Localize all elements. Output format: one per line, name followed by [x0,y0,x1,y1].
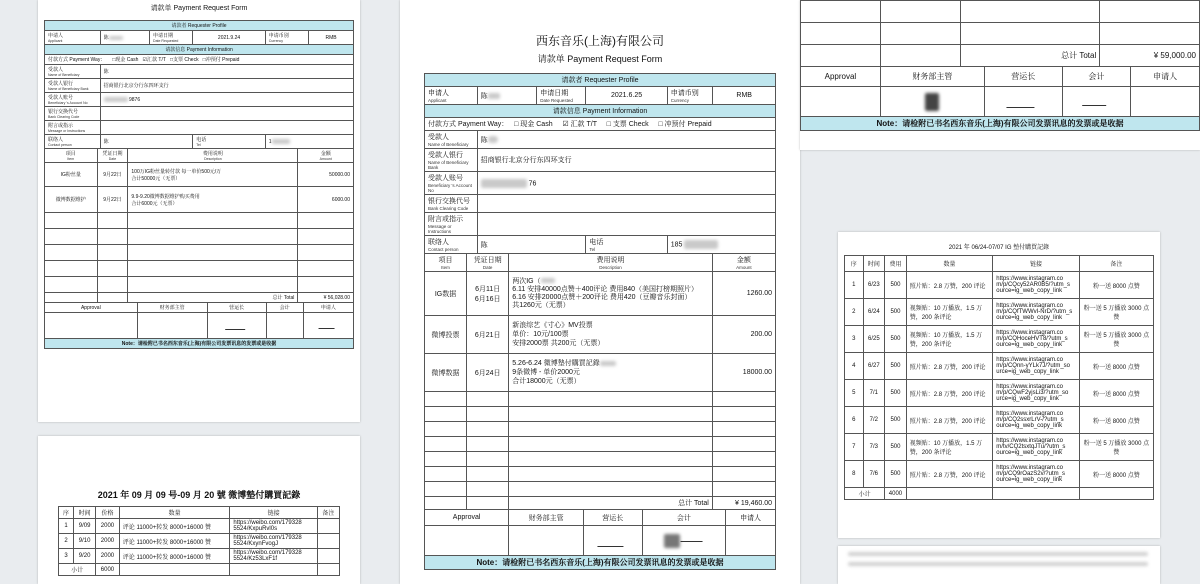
accounting-label: 会计 [1062,67,1131,87]
table-row [425,272,776,316]
row-note: 粉一送 8000 点赞 [1079,380,1153,407]
row-note: 粉一送 8000 点赞 [1079,353,1153,380]
contact-label: 联络人 [428,239,449,246]
table-row [845,407,1154,434]
row-date: 6月21日 [467,316,509,354]
row-fee: 500 [885,407,907,434]
clearing-label-en: Bank Clearing Code [428,206,469,211]
row-note: 粉一送 5 万播放 3000 点赞 [1079,434,1153,461]
note-bar: Note：请检附已书名西东音乐(上海)有限公司发票讯息的发票或是收据 [425,556,776,570]
bank-label: 受款人银行 [48,81,74,87]
approval-table [800,66,1200,131]
signature [1007,93,1040,108]
applicant-value: 陈 [480,92,488,100]
message-label-en: Message or Instructions [428,224,452,234]
subtotal-value: 6000 [96,564,120,576]
row-desc: 5.26-6.24 微博墊付購買記錄 [512,360,600,367]
clearing-label-en: Bank Clearing Code [48,115,80,119]
signature [1082,95,1110,106]
header-fee: 费用 [885,256,907,272]
account-value: 76 [528,179,537,187]
row-date: 9月22日 [97,187,128,213]
row-fee: 500 [885,326,907,353]
contact-label-en: Contact person [428,247,459,252]
tt-label: 汇款 T/T [147,57,166,63]
contact-value: 陈 [480,241,488,249]
record-title: 2021 年 06/24-07/07 IG 墊付購買記錄 [948,245,1050,251]
prepaid-label: 冲预付 Prepaid [664,121,712,128]
signature [597,532,628,547]
tt-label: 汇款 T/T [570,121,597,128]
currency-value: RMB [713,87,776,105]
table-row [59,549,340,564]
row-desc: 100万IG粉丝量转付款 每一单价500元/万 [131,168,222,175]
tel-value: 1 [268,138,272,145]
applicant-label: 申请人 [428,90,449,97]
total-value: ¥ 59,000.00 [1100,45,1200,67]
applicant-sign-label: 申请人 [1131,67,1200,87]
row-no: 2 [59,534,74,549]
applicant-value: 陈 [103,35,109,41]
row-link[interactable]: https://www.instagram.co m/p/CQfTWWvI-NrD/?utm_s ource=ig_web_copy_link [993,299,1080,326]
row-no: 5 [845,380,864,407]
row-no: 4 [845,353,864,380]
account-value: 9876 [129,96,141,103]
partial-document [838,546,1160,584]
col-item: 项目 [65,151,76,157]
signature [225,319,249,330]
row-link[interactable]: https://weibo.com/179328 [233,550,302,556]
table-row [425,316,776,354]
table-row [59,519,340,534]
row-link[interactable]: https://www.instagram.co m/tv/CQ2tsxtqJTu/?utm_s ource=ig_web_copy_link [993,434,1080,461]
checkbox-tt: ☑ [142,57,148,63]
checkbox-prepaid: □ [202,57,206,63]
col-item-en: Item [441,265,450,270]
row-link[interactable]: 5524/KxpuRvl0s [233,526,278,532]
tel-label: 电话 [196,137,207,143]
cash-label: 现金 Cash [115,57,139,63]
header-note: 备注 [317,507,339,519]
bank-label-en: Name of Beneficiary Bank [428,160,469,170]
row-link[interactable]: https://www.instagram.co m/p/CQ2ssxrLrV-/?utm_s ource=ig_web_copy_link [993,407,1080,434]
clearing-label: 银行交换代号 [48,109,79,115]
payment-way-label: 付款方式 Payment Way： [428,121,509,128]
bank-label: 受款人银行 [428,152,463,159]
header-link: 链接 [993,256,1080,272]
row-time: 6/24 [863,299,885,326]
row-desc: 合计6000元（无票） [131,200,178,207]
row-qty: 视频贴：10 万播放，1.5 万赞，200 条评论 [906,299,993,326]
manager-label: 营运长 [984,67,1062,87]
note-bar: Note：请检附已书名西东音乐(上海)有限公司发票讯息的发票或是收据 [45,339,354,349]
col-date-en: Date [108,157,117,161]
row-amount: 1260.00 [712,272,775,316]
row-note: 粉一送 8000 点赞 [1079,461,1153,488]
row-link[interactable]: https://www.instagram.co m/p/CQHoceHVT8/?utm_s ource=ig_web_copy_link [993,326,1080,353]
beneficiary-label: 受款人 [48,67,64,73]
row-item: 微博数据 [425,354,467,392]
date-requested-label-en: Date Requested [540,98,573,103]
approval-table [44,302,354,349]
row-fee: 500 [885,380,907,407]
header-no: 序 [845,256,864,272]
col-amount-en: Amount [736,265,752,270]
total-label: 总计 Total [509,497,713,510]
finance-label: 财务部主管 [509,510,584,526]
row-fee: 500 [885,299,907,326]
ig-record [838,232,1160,538]
header-price: 价格 [96,507,120,519]
row-amount: 200.00 [712,316,775,354]
row-price: 2000 [96,519,120,534]
tel-value: 185 [670,241,683,249]
beneficiary-value: 陈 [103,69,109,75]
row-qty: 视频贴：10 万播放，1.5 万赞，200 条评论 [906,434,993,461]
col-date: 凭证日期 [102,151,123,157]
date-requested-label-en: Date Requested [153,39,179,43]
row-time: 6/27 [863,353,885,380]
bank-label-en: Name of Beneficiary Bank [48,87,89,91]
header-time: 时间 [863,256,885,272]
row-no: 7 [845,434,864,461]
row-link[interactable]: https://www.instagram.co m/p/CQnn-yYLk7J/?utm_so urce=ig_web_copy_link [993,353,1080,380]
date-value: 2021.9.24 [193,31,266,45]
table-row [845,326,1154,353]
total-value: ¥ 56,028.00 [298,293,354,303]
row-link[interactable]: https://www.instagram.co m/p/CQcy52AR0B5/?utm_s ource=ig_web_copy_link [993,272,1080,299]
row-time: 6/25 [863,326,885,353]
tel-label: 电话 [589,239,604,246]
table-row [845,353,1154,380]
row-item: 微博数据维护 [45,187,98,213]
accounting-label: 会计 [642,510,726,526]
currency-value: RMB [309,31,354,45]
message-label-en: Message or Instructions [48,129,86,133]
row-item: 微博投票 [425,316,467,354]
weibo-record-sept [38,436,360,584]
table-row [45,163,354,187]
applicant-label-en: Applicant [48,39,63,43]
row-time: 9/20 [74,549,96,564]
col-desc: 费用说明 [596,257,625,264]
contact-value: 陈 [103,139,109,145]
row-desc: 9条微博 - 单价2000元 [512,369,580,376]
expense-table [424,253,776,510]
row-link[interactable]: https://weibo.com/179328 [233,520,302,526]
prepaid-label: 冲预付 Prepaid [205,57,240,63]
row-desc: 安排2000票 共200元（无票） [512,340,605,347]
col-item-en: Item [67,157,75,161]
col-amount: 金额 [736,257,751,264]
account-label-en: Beneficiary 's Account No [428,183,472,193]
checkbox-cash: □ [514,121,519,128]
beneficiary-label-en: Name of Beneficiary [48,73,80,77]
row-no: 6 [845,407,864,434]
approval-table [424,509,776,570]
col-desc-en: Description [204,157,222,161]
check-label: 支票 Check [173,57,199,63]
message-label: 附言或指示 [428,216,463,223]
col-amount: 金额 [320,151,331,157]
currency-label: 申请币别 [670,90,699,97]
checkbox-prepaid: □ [658,121,663,128]
row-link[interactable]: 5524/KxynFvogJ [233,541,279,547]
account-label: 受款人账号 [428,175,463,182]
row-qty: 照片贴：2.8 万赞，200 评论 [906,272,993,299]
ig-table [844,255,1154,500]
row-price: 2000 [96,534,120,549]
row-no: 2 [845,299,864,326]
table-row [845,380,1154,407]
row-qty: 评论 11000+转发 8000+16000 赞 [119,519,230,534]
applicant-sign-label: 申请人 [726,510,776,526]
row-date: 6月16日 [474,295,501,303]
applicant-sign-label: 申请人 [303,303,353,313]
requester-table [424,73,776,254]
bank-value: 招商银行北京分行东四环支行 [480,157,572,164]
date-value: 2021.6.25 [586,87,667,105]
requester-profile-header: 请款者 Requester Profile [425,74,776,87]
header-qty: 数量 [906,256,993,272]
row-desc: 6.11 安排40000点赞＋400评论 费用840（美国打榜期照片） [512,285,699,293]
beneficiary-value: 陈 [480,136,488,144]
table-row [845,434,1154,461]
record-title: 2021 年 09 月 09 号-09 月 20 號 微博墊付購買記錄 [97,490,301,500]
row-fee: 500 [885,272,907,299]
row-time: 7/3 [863,434,885,461]
weibo-table [58,506,340,576]
approval-label: Approval [425,510,509,526]
subtotal-value: 4000 [885,488,907,500]
row-date: 6月11日 [475,285,501,293]
beneficiary-label-en: Name of Beneficiary [428,142,469,147]
row-link[interactable]: https://www.instagram.co m/p/CQ9rOazS2v/?utm_s ource=ig_web_copy_link [993,461,1080,488]
row-fee: 500 [885,461,907,488]
row-link[interactable]: https://www.instagram.co m/p/CQwF2yjsLi3/?utm_so urce=ig_web_copy_link [993,380,1080,407]
col-item: 项目 [438,257,453,264]
finance-label: 财务部主管 [137,303,207,313]
table-row [845,272,1154,299]
applicant-label-en: Applicant [428,98,447,103]
contact-label: 联络人 [48,137,64,143]
row-time: 7/1 [863,380,885,407]
row-item: IG数据 [425,272,467,316]
row-amount: 6000.00 [298,187,354,213]
row-qty: 视频贴：10 万播放，1.5 万赞，200 条评论 [906,326,993,353]
row-link[interactable]: 5524/Kz53LxF1f [233,556,278,562]
manager-label: 营运长 [583,510,642,526]
applicant-label: 申请人 [48,33,64,39]
row-qty: 照片贴：2.8 万赞，200 评论 [906,353,993,380]
row-amount: 18000.00 [712,354,775,392]
row-fee: 500 [885,434,907,461]
row-no: 1 [845,272,864,299]
col-desc: 费用说明 [202,151,223,157]
right-form-fragment [800,0,1200,150]
row-time: 6/23 [863,272,885,299]
bank-value: 招商银行北京分行东四环支行 [103,83,169,89]
currency-label: 申请币别 [268,33,289,39]
check-label: 支票 Check [612,121,649,128]
signature [680,533,705,542]
row-date: 9月22日 [97,163,128,187]
total-label: 总计 Total [128,293,298,303]
row-time: 7/2 [863,407,885,434]
row-desc: 合计18000元（无票） [512,378,581,385]
date-requested-label: 申请日期 [540,90,569,97]
expense-table [44,148,354,303]
row-desc: 单价：10元/100票 [512,331,569,338]
row-qty: 评论 11000+转发 8000+16000 赞 [119,534,230,549]
message-label: 附言或指示 [48,123,74,129]
beneficiary-label: 受款人 [428,134,449,141]
requester-table [44,20,354,149]
col-desc-en: Description [599,265,622,270]
row-qty: 评论 11000+转发 8000+16000 赞 [119,549,230,564]
row-note: 粉一送 8000 点赞 [1079,407,1153,434]
approval-label: Approval [45,303,138,313]
payment-info-header: 请款信息 Payment Information [425,105,776,118]
total-fragment-table [800,0,1200,67]
row-note: 粉一送 5 万播放 3000 点赞 [1079,299,1153,326]
row-fee: 500 [885,353,907,380]
account-label-en: Beneficiary 's Account No [48,101,88,105]
row-no: 3 [845,326,864,353]
manager-label: 营运长 [207,303,266,313]
row-no: 1 [59,519,74,534]
table-row [45,187,354,213]
row-qty: 照片贴：2.8 万赞，200 评论 [906,407,993,434]
total-label: 总计 Total [960,45,1100,67]
clearing-label: 银行交换代号 [428,198,470,205]
row-qty: 照片贴：2.8 万赞，200 评论 [906,461,993,488]
currency-label-en: Currency [670,98,689,103]
form-title: 请款单 Payment Request Form [150,5,248,12]
subtotal-label: 小计 [59,564,96,576]
row-desc: 两次IG（ [512,277,541,285]
accounting-label: 会计 [266,303,303,313]
form-title: 请款单 Payment Request Form [537,54,663,64]
payment-way-label: 付款方式 Payment Way： [48,57,106,63]
approval-label: Approval [801,67,881,87]
signature [319,320,338,329]
col-date: 凭证日期 [473,257,502,264]
checkbox-check: □ [606,121,611,128]
row-time: 9/09 [74,519,96,534]
subtotal-label: 小计 [845,488,885,500]
row-note: 粉一送 5 万播放 3000 点赞 [1079,326,1153,353]
row-desc: 新浪综艺《寸心》MV投票 [512,322,593,329]
requester-profile-header: 请款者 Requester Profile [45,21,354,31]
row-no: 8 [845,461,864,488]
row-time: 7/6 [863,461,885,488]
row-desc: 合计50000元（无票） [131,175,181,182]
tel-label-en: Tel [589,247,596,252]
contact-label-en: Contact person [48,143,72,147]
col-date-en: Date [482,265,493,270]
header-qty: 数量 [119,507,230,519]
payment-info-header: 请款信息 Payment Information [45,45,354,55]
date-requested-label: 申请日期 [153,33,174,39]
checkbox-cash: □ [112,57,116,63]
row-amount: 50000.00 [298,163,354,187]
left-payment-form [38,0,360,422]
col-amount-en: Amount [319,157,332,161]
table-row [845,299,1154,326]
row-time: 9/10 [74,534,96,549]
row-date: 6月24日 [467,354,509,392]
table-row [845,461,1154,488]
checkbox-check: □ [170,57,174,63]
note-bar: Note：请检附已书名西东音乐(上海)有限公司发票讯息的发票或是收据 [801,117,1200,131]
header-link: 链接 [230,507,318,519]
header-time: 时间 [74,507,96,519]
row-desc: 9.9-9.20微博数据维护购买费用 [131,193,200,200]
currency-label-en: Currency [268,39,283,43]
row-link[interactable]: https://weibo.com/179328 [233,535,302,541]
cash-label: 现金 Cash [520,121,553,128]
row-item: IG粉丝量 [45,163,98,187]
table-row [425,354,776,392]
row-qty: 照片贴：2.8 万赞，200 评论 [906,380,993,407]
row-note: 粉一送 8000 点赞 [1079,272,1153,299]
account-label: 受款人账号 [48,95,74,101]
row-price: 2000 [96,549,120,564]
table-row [59,534,340,549]
header-no: 序 [59,507,74,519]
tel-label-en: Tel [196,143,201,147]
finance-label: 财务部主管 [880,67,984,87]
row-no: 3 [59,549,74,564]
row-desc: 共1260元（无票） [512,301,570,309]
checkbox-tt: ☑ [562,121,569,128]
total-value: ¥ 19,460.00 [712,497,775,510]
row-desc: 6.16 安排20000点赞＋200评论 费用420（豆瓣音乐封面） [512,293,692,301]
center-payment-form [400,0,800,584]
header-note: 备注 [1079,256,1153,272]
company-name: 西东音乐(上海)有限公司 [536,34,664,48]
